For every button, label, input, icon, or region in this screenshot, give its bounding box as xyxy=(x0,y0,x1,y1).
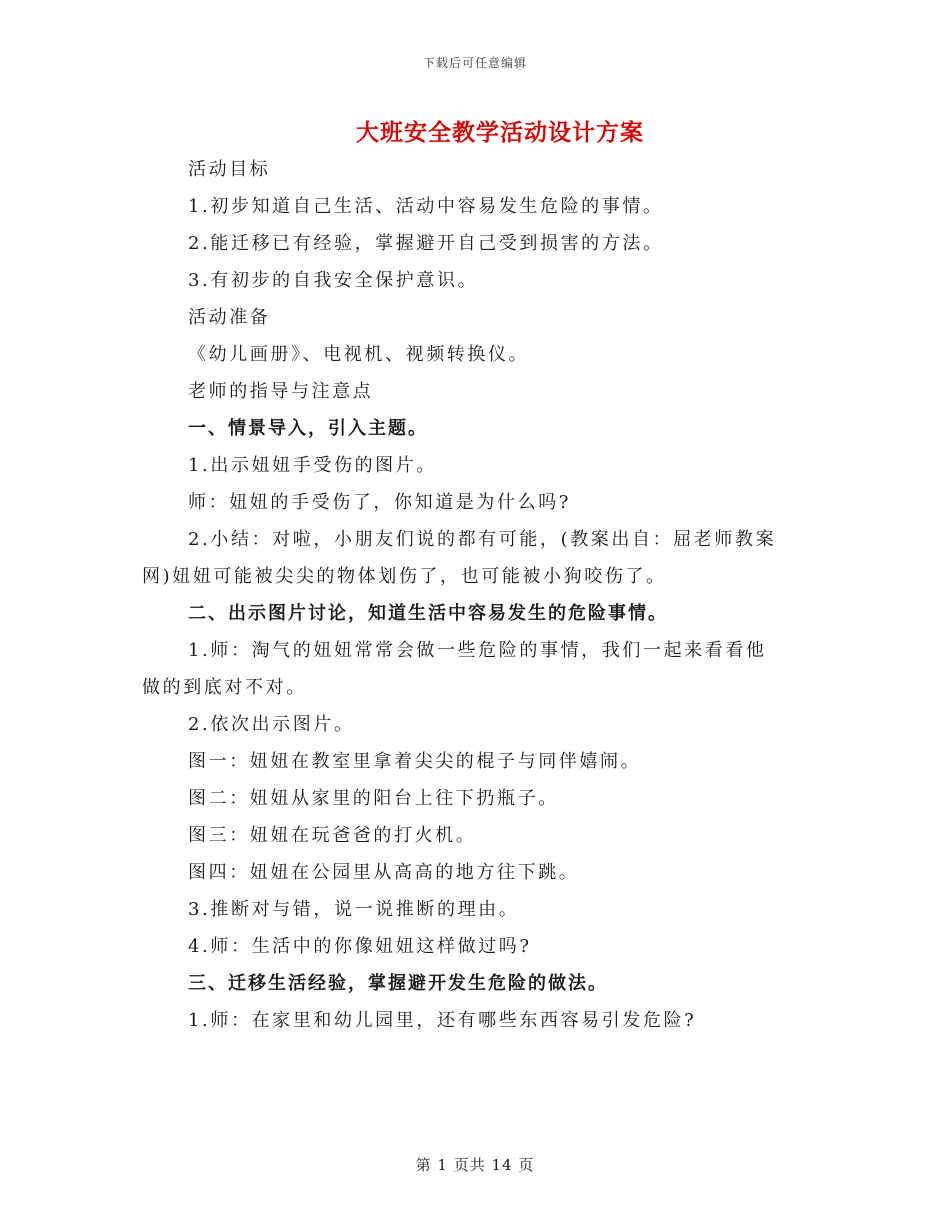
page-number: 第 1 页共 14 页 xyxy=(415,1156,535,1174)
picture-item-3: 图三：妞妞在玩爸爸的打火机。 xyxy=(188,825,477,846)
paragraph-line: 师：妞妞的手受伤了，你知道是为什么吗? xyxy=(188,492,572,513)
section-heading-preparation: 活动准备 xyxy=(188,307,271,328)
paragraph-line: 网)妞妞可能被尖尖的物体划伤了，也可能被小狗咬伤了。 xyxy=(142,566,667,587)
picture-item-1: 图一：妞妞在教室里拿着尖尖的棍子与同伴嬉闹。 xyxy=(188,751,642,772)
paragraph-line: 1.师：在家里和幼儿园里，还有哪些东西容易引发危险? xyxy=(188,1010,697,1031)
part-heading-1: 一、情景导入，引入主题。 xyxy=(188,418,428,439)
paragraph-line: 2.依次出示图片。 xyxy=(188,714,355,735)
paragraph-line: 4.师：生活中的你像妞妞这样做过吗? xyxy=(188,936,532,957)
preparation-text: 《幼儿画册》、电视机、视频转换仪。 xyxy=(188,344,530,365)
paragraph-line: 1.师：淘气的妞妞常常会做一些危险的事情，我们一起来看看他 xyxy=(188,640,767,661)
document-title: 大班安全教学活动设计方案 xyxy=(356,119,644,146)
section-heading-goals: 活动目标 xyxy=(188,159,271,180)
part-heading-3: 三、迁移生活经验，掌握避开发生危险的做法。 xyxy=(188,973,608,994)
paragraph-line: 1.出示妞妞手受伤的图片。 xyxy=(188,455,437,476)
goal-item-1: 1.初步知道自己生活、活动中容易发生危险的事情。 xyxy=(188,196,664,217)
paragraph-line: 3.推断对与错，说一说推断的理由。 xyxy=(188,899,520,920)
picture-item-4: 图四：妞妞在公园里从高高的地方往下跳。 xyxy=(188,862,580,883)
paragraph-line: 2.小结：对啦，小朋友们说的都有可能，(教案出自：屈老师教案 xyxy=(188,529,777,550)
document-body xyxy=(142,151,812,1039)
picture-item-2: 图二：妞妞从家里的阳台上往下扔瓶子。 xyxy=(188,788,559,809)
goal-item-3: 3.有初步的自我安全保护意识。 xyxy=(188,270,479,291)
goal-item-2: 2.能迁移已有经验，掌握避开自己受到损害的方法。 xyxy=(188,233,664,254)
paragraph-line: 做的到底对不对。 xyxy=(142,677,307,698)
part-heading-2: 二、出示图片讨论，知道生活中容易发生的危险事情。 xyxy=(188,603,668,624)
section-heading-guidance: 老师的指导与注意点 xyxy=(188,381,374,402)
header-note: 下载后可任意编辑 xyxy=(422,56,527,70)
